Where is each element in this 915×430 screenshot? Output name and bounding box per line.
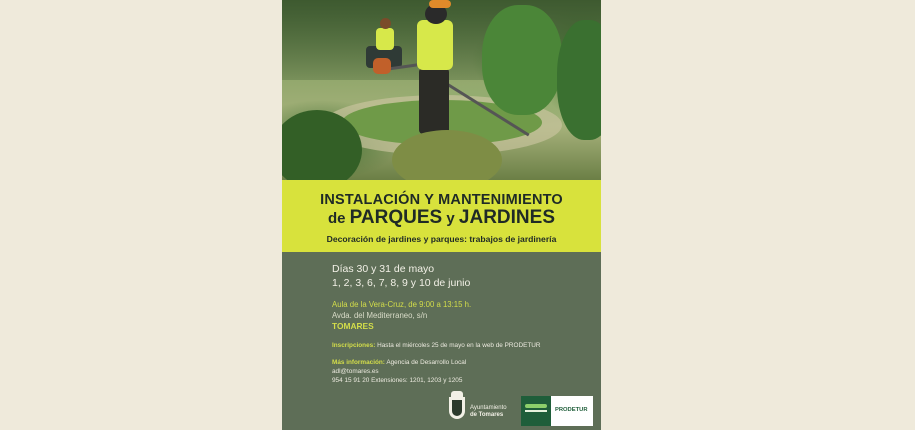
course-subtitle: Decoración de jardines y parques: trabajos de jardinería	[326, 234, 557, 244]
bush-far-right	[557, 20, 601, 140]
gardener-with-trimmer	[407, 0, 467, 140]
event-venue: Aula de la Vera-Cruz, de 9:00 a 13:15 h. Avda. del Mediterraneo, s/n TOMARES	[332, 300, 472, 331]
coat-of-arms-icon	[448, 391, 466, 423]
contact-phone: 954 15 91 20 Extensiones: 1201, 1203 y 1205	[332, 377, 463, 384]
event-info	[332, 262, 592, 385]
gardener-photo	[282, 0, 601, 180]
course-title-line2: de PARQUES y JARDINES	[327, 207, 555, 228]
contact-info: Más información: Agencia de Desarrollo Local adl@tomares.es 954 15 91 20 Extensiones: 1201, 1203 y 1205	[332, 358, 592, 385]
course-title-line1: INSTALACIÓN Y MANTENIMIENTO	[320, 192, 563, 208]
event-poster	[282, 0, 601, 430]
contact-email: adl@tomares.es	[332, 368, 379, 375]
diputacion-sevilla-icon	[521, 396, 551, 426]
title-band	[282, 180, 601, 252]
ayuntamiento-tomares-logo: Ayuntamiento de Tomares	[448, 391, 520, 425]
registration-info: Inscripciones: Hasta el miércoles 25 de mayo en la web de PRODETUR	[332, 342, 541, 349]
bush-right	[482, 5, 562, 115]
prodetur-logo: PRODETUR	[521, 396, 593, 426]
event-dates: Días 30 y 31 de mayo 1, 2, 3, 6, 7, 8, 9 y 10 de junio	[332, 263, 471, 289]
